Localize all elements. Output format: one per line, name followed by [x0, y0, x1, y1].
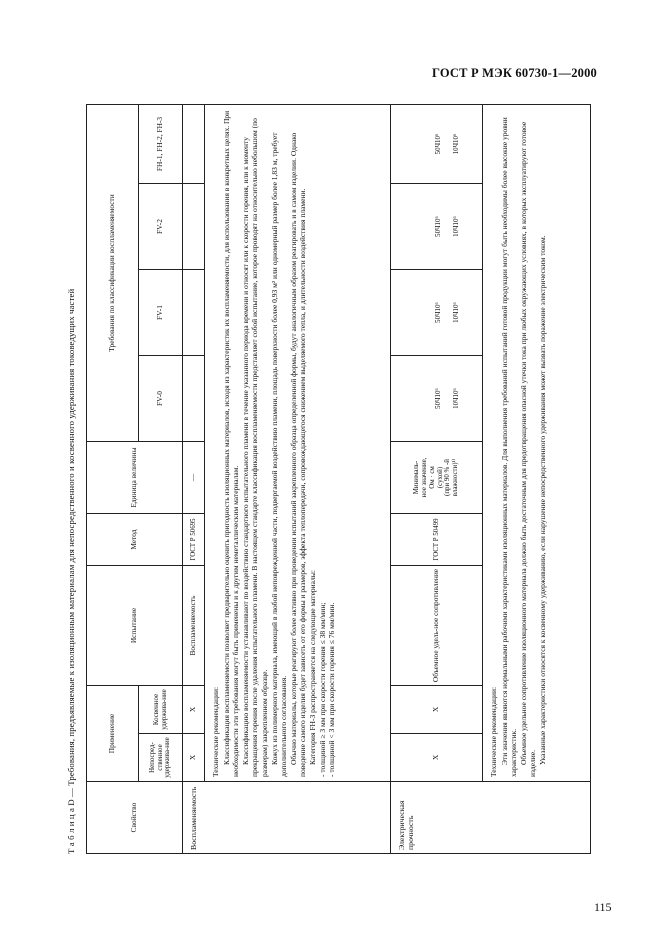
unit-line-4: (сухой) — [436, 466, 444, 489]
row-flammability-test: Воспламеняемость — [183, 566, 205, 686]
unit-line-6: влажности)¹⁾ — [451, 458, 459, 497]
document-header: ГОСТ Р МЭК 60730-1—2000 — [432, 66, 597, 80]
unit-line-1: Минималь- — [413, 460, 421, 495]
requirements-table — [86, 105, 590, 854]
rec-elec-label: Технические рекомендации: — [489, 686, 498, 777]
header-application: Применение — [87, 686, 139, 782]
header-test: Испытание — [87, 566, 183, 686]
row-flammability-method: ГОСТ Р 50695 — [183, 514, 205, 566]
header-fv0: FV-0 — [139, 356, 183, 442]
row-electrical-fh — [391, 104, 483, 183]
fh-dry: 50Ч10⁶ — [434, 133, 442, 155]
rec-flam-p4: Обычно материалы, которые реагируют более активно при проведении испытаний закрепленного образца определенной формы, будут аналогичным образом реагировать и в самом изделии. Однако поведение самого изделия будет зависеть от его формы и размеров, эффекта теплопередачи, сопровождающегося снижением выделяемого тепла, и длительности воздействия пламени. — [288, 132, 308, 777]
rec-elec-p1: Эти значения являются нормальными рабочими характеристиками изоляционных материалов. Для выполнения требований испытаний готовой продукции могут быть необходимы более высокие уровни характеристик. — [499, 117, 519, 777]
row-electrical-indirect: X — [391, 686, 483, 734]
fv1-wet: 10Ч10⁶ — [452, 302, 460, 323]
rec-flam-p3: Кожух из полимерного материала, имеющий в любой неповрежденной части, подвергаемой воздействию пламени, площадь поверхности более 0,93 м² или одномерный размер более 1,83 м, требует дополнительного согласования. — [269, 132, 289, 777]
rec-flam-p1: Классификация воспламеняемости позволяет предварительно оценить пригодность изоляционных материалов, исходя из характеристик их воспламеняемости, для использования в конкретных целях. При необходимости эти требования могут быть применены и к другим неметаллическим материалам. — [221, 110, 241, 777]
header-fv1: FV-1 — [139, 270, 183, 356]
rec-flam-p2: Классификацию воспламеняемости устанавливают по воздействию стандартного испытательного пламени в течение указанного периода времени и относят или к скорости горения, или к моменту прекращения горения после удаления испытательного пламени. В настоящем стандарте классификация воспламеняемости представляет собой испытание, которое проводят на относительно небольшом (по размерам) закрепленном образце. — [240, 118, 269, 777]
header-property: Свойство — [87, 782, 183, 854]
row-flammability-property: Воспламеняемость — [183, 782, 391, 854]
rec-flam-p7: - толщиной < 3 мм при скорости горения ≤ 76 мм/мин. — [327, 602, 337, 777]
fv0-wet: 10Ч10⁶ — [452, 388, 460, 409]
header-method: Метод — [87, 514, 183, 566]
row-flammability-indirect: X — [183, 686, 205, 734]
row-flammability-fv2 — [183, 184, 205, 270]
header-requirements: Требования по классификации воспламеняемости — [87, 104, 139, 441]
row-electrical-property: Электрическая прочность — [391, 782, 591, 854]
row-electrical-fv1 — [391, 270, 483, 356]
header-unit: Единица величины — [87, 442, 183, 514]
header-fv2: FV-2 — [139, 184, 183, 270]
header-fh: FH-1, FH-2, FH-3 — [139, 104, 183, 183]
row-flammability-unit: — — [183, 442, 205, 514]
unit-line-5: (при 90 % -й — [444, 459, 452, 496]
header-indirect: Косвенное удержива-ние — [139, 686, 183, 734]
table-caption: Т а б л и ц а D — Требования, предъявляемые к изоляционным материалам для непосредственного и косвенного удерживания токоведущих частей — [66, 288, 76, 854]
fv0-dry: 50Ч10⁶ — [434, 388, 442, 409]
row-flammability-fv0 — [183, 356, 205, 442]
rec-flam-p6: - толщиной ≥ 3 мм при скорости горения ≤ 38 мм/мин; — [317, 602, 327, 777]
rec-flam-p5: Категория FH-3 распространяется на следующие материалы: — [307, 570, 317, 765]
row-flammability-fv1 — [183, 270, 205, 356]
rotated-page — [62, 98, 594, 858]
fv1-dry: 50Ч10⁶ — [434, 302, 442, 323]
row-electrical-test: Объемное удель-ное сопротивление — [391, 566, 483, 686]
row-electrical-method: ГОСТ Р 50499 — [391, 514, 483, 566]
fv2-wet: 10Ч10⁶ — [452, 216, 460, 237]
row-electrical-unit — [391, 442, 483, 514]
row-electrical-fv0 — [391, 356, 483, 442]
unit-line-3: Ом · см — [428, 466, 436, 489]
fv2-dry: 50Ч10⁶ — [434, 216, 442, 237]
row-electrical-fv2 — [391, 184, 483, 270]
electrical-recommendations — [483, 104, 591, 781]
unit-line-2: ное значение, — [421, 457, 429, 498]
rec-flam-label: Технические рекомендации: — [211, 686, 220, 777]
page-number: 115 — [594, 900, 612, 914]
fh-wet: 10Ч10⁶ — [452, 133, 460, 155]
flammability-recommendations — [205, 104, 391, 781]
row-flammability-direct: X — [183, 734, 205, 782]
rec-elec-p2: Объемное удельное сопротивление изоляционного материала должно быть достаточным для предотвращения опасной утечки тока при любых окружающих условиях, в которых эксплуатируют готовое изделие. — [518, 121, 538, 777]
row-electrical-direct: X — [391, 734, 483, 782]
header-direct: Непосред-ственное удержива-ние — [139, 734, 183, 782]
row-flammability-fh — [183, 104, 205, 183]
rec-elec-p3: Указанные характеристики относятся к косвенному удерживанию, если нарушение непосредственного удерживания может вызвать поражение электрическим током. — [537, 235, 547, 765]
